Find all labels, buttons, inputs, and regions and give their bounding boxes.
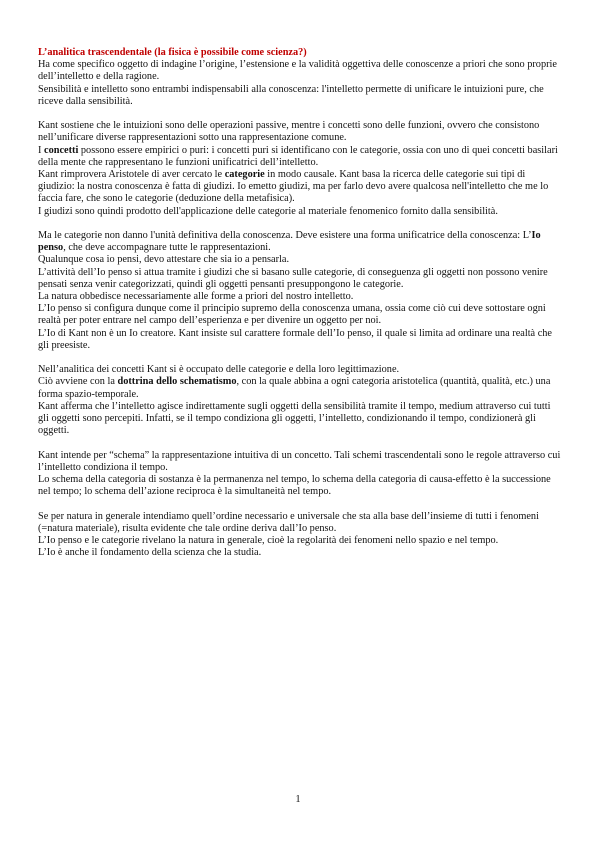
paragraph-text: Ha come specifico oggetto di indagine l’origine, l’estensione e la validità oggettiva delle conoscenze a priori che sono proprie dell’intelletto e della ragione. — [38, 59, 557, 83]
paragraph-text: Kant afferma che l’intelletto agisce indirettamente sugli oggetti della sensibilità tramite il tempo, medium attraverso cui tutti gli oggetti sono percepiti. Infatti, se il tempo condiziona gli oggetti, l’intelletto, condizionando il tempo, condizionerà gli oggetti. — [38, 400, 551, 437]
paragraph-text: in modo causale. Kant basa la ricerca delle categorie sui tipi di giudizio: la nostra conoscenza è fatta di giudizi. Io emetto giudizi, ma per farlo devo avere qualcosa nell'intelletto che me lo faccia fare, che sono le categorie (deduzione della metafisica). — [38, 169, 549, 205]
paragraph — [38, 145, 562, 169]
document-content — [38, 59, 562, 559]
paragraph-text: Sensibilità e intelletto sono entrambi indispensabili alla conoscenza: l'intelletto permette di unificare le intuizioni pure, che riceve dalla sensibilità. — [38, 83, 544, 107]
paragraph — [38, 84, 562, 108]
paragraph-text: I giudizi sono quindi prodotto dell'applicazione delle categorie al materiale fenomenico fornito dalla sensibilità. — [38, 205, 498, 217]
paragraph — [38, 401, 562, 438]
paragraph — [38, 267, 562, 291]
paragraph — [38, 511, 562, 535]
paragraph — [38, 254, 562, 266]
bold-term: Io penso — [38, 230, 541, 254]
paragraph — [38, 328, 562, 352]
paragraph-text: Ciò avviene con la — [38, 376, 118, 388]
paragraph-text: Kant rimprovera Aristotele di aver cercato le — [38, 169, 225, 181]
paragraph — [38, 59, 562, 83]
paragraph — [38, 230, 562, 254]
paragraph-spacer — [38, 352, 562, 364]
bold-term: concetti — [44, 144, 79, 156]
paragraph-text: L’Io di Kant non è un Io creatore. Kant insiste sul carattere formale dell’Io penso, il quale si limita ad ordinare una realtà che gli preesiste. — [38, 327, 552, 351]
paragraph-text: , che deve accompagnare tutte le rappresentazioni. — [63, 242, 271, 254]
paragraph-text: Nell’analitica dei concetti Kant si è occupato delle categorie e della loro legittimazione. — [38, 364, 400, 376]
paragraph-text: Kant sostiene che le intuizioni sono delle operazioni passive, mentre i concetti sono delle funzioni, ovvero che consistono nell’unificare diverse rappresentazioni sotto una rappresentazione comune. — [38, 120, 540, 144]
section-title: L’analitica trascendentale (la fisica è possibile come scienza?) — [38, 47, 307, 58]
paragraph-spacer — [38, 437, 562, 449]
paragraph-spacer — [38, 108, 562, 120]
bold-term: categorie — [224, 169, 265, 181]
paragraph-text: Ma le categorie non danno l'unità definitiva della conoscenza. Deve esistere una forma unificatrice della conoscenza: L’ — [38, 230, 532, 242]
paragraph-text: Qualunque cosa io pensi, devo attestare che sia io a pensarla. — [38, 254, 290, 266]
paragraph-text: Kant intende per “schema” la rappresentazione intuitiva di un concetto. Tali schemi trascendentali sono le regole attraverso cui l’intelletto condiziona il tempo. — [38, 449, 561, 473]
paragraph-text: L’Io penso si configura dunque come il principio supremo della conoscenza umana, ossia come ciò cui deve sottostare ogni realtà per poter entrare nel campo dell’esperienza e per divenire un oggetto per noi. — [38, 303, 546, 327]
paragraph — [38, 547, 562, 559]
paragraph-text: La natura obbedisce necessariamente alle forme a priori del nostro intelletto. — [38, 291, 354, 303]
paragraph — [38, 169, 562, 206]
bold-term: dottrina dello schematismo — [117, 376, 237, 388]
paragraph-spacer — [38, 218, 562, 230]
paragraph — [38, 303, 562, 327]
paragraph-spacer — [38, 498, 562, 510]
paragraph-text: , con la quale abbina a ogni categoria aristotelica (quantità, qualità, etc.) una forma spazio-temporale. — [38, 376, 551, 400]
paragraph — [38, 535, 562, 547]
page-number: 1 — [295, 794, 301, 805]
paragraph-text: Se per natura in generale intendiamo quell’ordine necessario e universale che sta alla base dell’insieme di tutti i fenomeni (=natura materiale), risulta evidente che tale ordine deriva dall’Io penso. — [38, 510, 539, 534]
paragraph — [38, 450, 562, 474]
paragraph — [38, 291, 562, 303]
paragraph-text: I — [38, 144, 45, 156]
paragraph — [38, 474, 562, 498]
paragraph — [38, 376, 562, 400]
paragraph-text: possono essere empirici o puri: i concetti puri si identificano con le categorie, ossia con uno di quei concetti basilari della mente che rappresentano le funzioni unificatrici dell’intelletto. — [38, 144, 558, 168]
paragraph-text: L’attività dell’Io penso si attua tramite i giudizi che si basano sulle categorie, di conseguenza gli oggetti non possono venire pensati senza venir categorizzati, quindi gli oggetti pensanti presuppongono le categorie. — [38, 266, 548, 290]
paragraph-text: L’Io penso e le categorie rivelano la natura in generale, cioè la regolarità dei fenomeni nello spazio e nel tempo. — [38, 535, 499, 547]
paragraph — [38, 206, 562, 218]
paragraph — [38, 120, 562, 144]
paragraph-text: L’Io è anche il fondamento della scienza che la studia. — [38, 547, 262, 559]
paragraph — [38, 364, 562, 376]
document-body — [38, 47, 562, 559]
paragraph-text: Lo schema della categoria di sostanza è la permanenza nel tempo, lo schema della categoria di causa-effetto è la successione nel tempo; lo schema dell’azione reciproca è la simultaneità nel tempo. — [38, 474, 551, 498]
